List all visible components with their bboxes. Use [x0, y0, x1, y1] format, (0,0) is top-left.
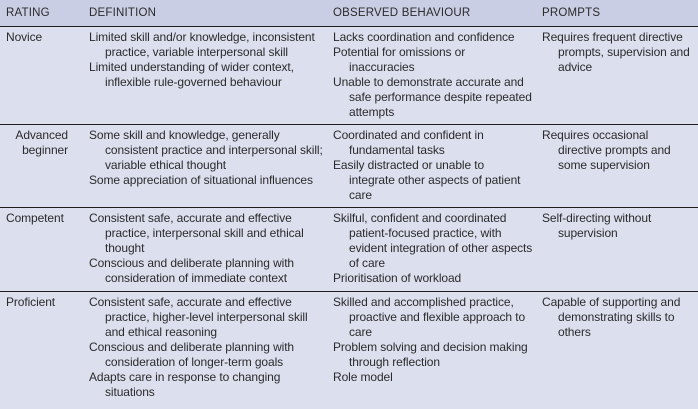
observed-entry: Skilled and accomplished practice, proactive and flexible approach to care	[333, 295, 526, 339]
header-rating: RATING	[6, 7, 50, 19]
prompts-entry: Self-directing without supervision	[542, 211, 652, 240]
table-row-advanced-beginner	[0, 125, 698, 208]
definition-entry: Limited skill and/or knowledge, inconsistent practice, variable interpersonal skill	[89, 30, 315, 59]
rating-label: Novice	[6, 30, 43, 44]
rating-label: Advanced beginner	[15, 128, 68, 157]
table-row-novice	[0, 27, 698, 125]
observed-cell	[333, 295, 533, 385]
prompts-cell	[542, 128, 692, 173]
definition-entry: Limited understanding of wider context, inflexible rule-governed behaviour	[89, 60, 294, 89]
prompts-entry: Requires occasional directive prompts and some supervision	[542, 128, 671, 172]
header-definition: DEFINITION	[89, 7, 157, 19]
observed-entry: Role model	[333, 370, 393, 384]
header-observed-behaviour: OBSERVED BEHAVIOUR	[333, 7, 471, 19]
definition-entry: Conscious and deliberate planning with consideration of immediate context	[89, 256, 295, 285]
table-row-proficient	[0, 292, 698, 409]
prompts-cell	[542, 30, 692, 75]
observed-entry: Lacks coordination and confidence	[333, 30, 515, 44]
table-header	[0, 0, 698, 27]
definition-cell	[89, 128, 327, 188]
definition-entry: Consistent safe, accurate and effective practice, higher-level interpersonal skill and ethical reasoning	[89, 295, 308, 339]
definition-cell	[89, 211, 327, 286]
definition-entry: Adapts care in response to changing situations	[89, 370, 281, 399]
rating-label: Proficient	[6, 295, 56, 309]
observed-entry: Easily distracted or unable to integrate other aspects of patient care	[333, 158, 521, 202]
definition-cell	[89, 30, 327, 90]
rating-cell	[6, 30, 74, 45]
rating-cell	[6, 295, 74, 310]
observed-entry: Coordinated and confident in fundamental tasks	[333, 128, 484, 157]
rating-cell	[6, 128, 74, 158]
prompts-entry: Requires frequent directive prompts, supervision and advice	[542, 30, 690, 74]
prompts-entry: Capable of supporting and demonstrating skills to others	[542, 295, 681, 339]
prompts-cell	[542, 211, 692, 241]
table-row-competent	[0, 208, 698, 292]
rating-label: Competent	[6, 211, 64, 225]
prompts-cell	[542, 295, 692, 340]
definition-entry: Some appreciation of situational influences	[89, 173, 313, 187]
observed-cell	[333, 128, 533, 203]
observed-entry: Potential for omissions or inaccuracies	[333, 45, 466, 74]
definition-entry: Consistent safe, accurate and effective practice, interpersonal skill and ethical thought	[89, 211, 304, 255]
observed-entry: Unable to demonstrate accurate and safe performance despite repeated attempts	[333, 75, 532, 119]
rating-cell	[6, 211, 74, 226]
observed-cell	[333, 211, 533, 286]
observed-entry: Prioritisation of workload	[333, 271, 462, 285]
observed-entry: Problem solving and decision making through reflection	[333, 340, 528, 369]
header-prompts: PROMPTS	[542, 7, 601, 19]
observed-cell	[333, 30, 533, 120]
definition-cell	[89, 295, 327, 400]
definition-entry: Some skill and knowledge, generally consistent practice and interpersonal skill; variable ethical thought	[89, 128, 323, 172]
observed-entry: Skilful, confident and coordinated patient-focused practice, with evident integration of other aspects of care	[333, 211, 533, 270]
definition-entry: Conscious and deliberate planning with consideration of longer-term goals	[89, 340, 295, 369]
